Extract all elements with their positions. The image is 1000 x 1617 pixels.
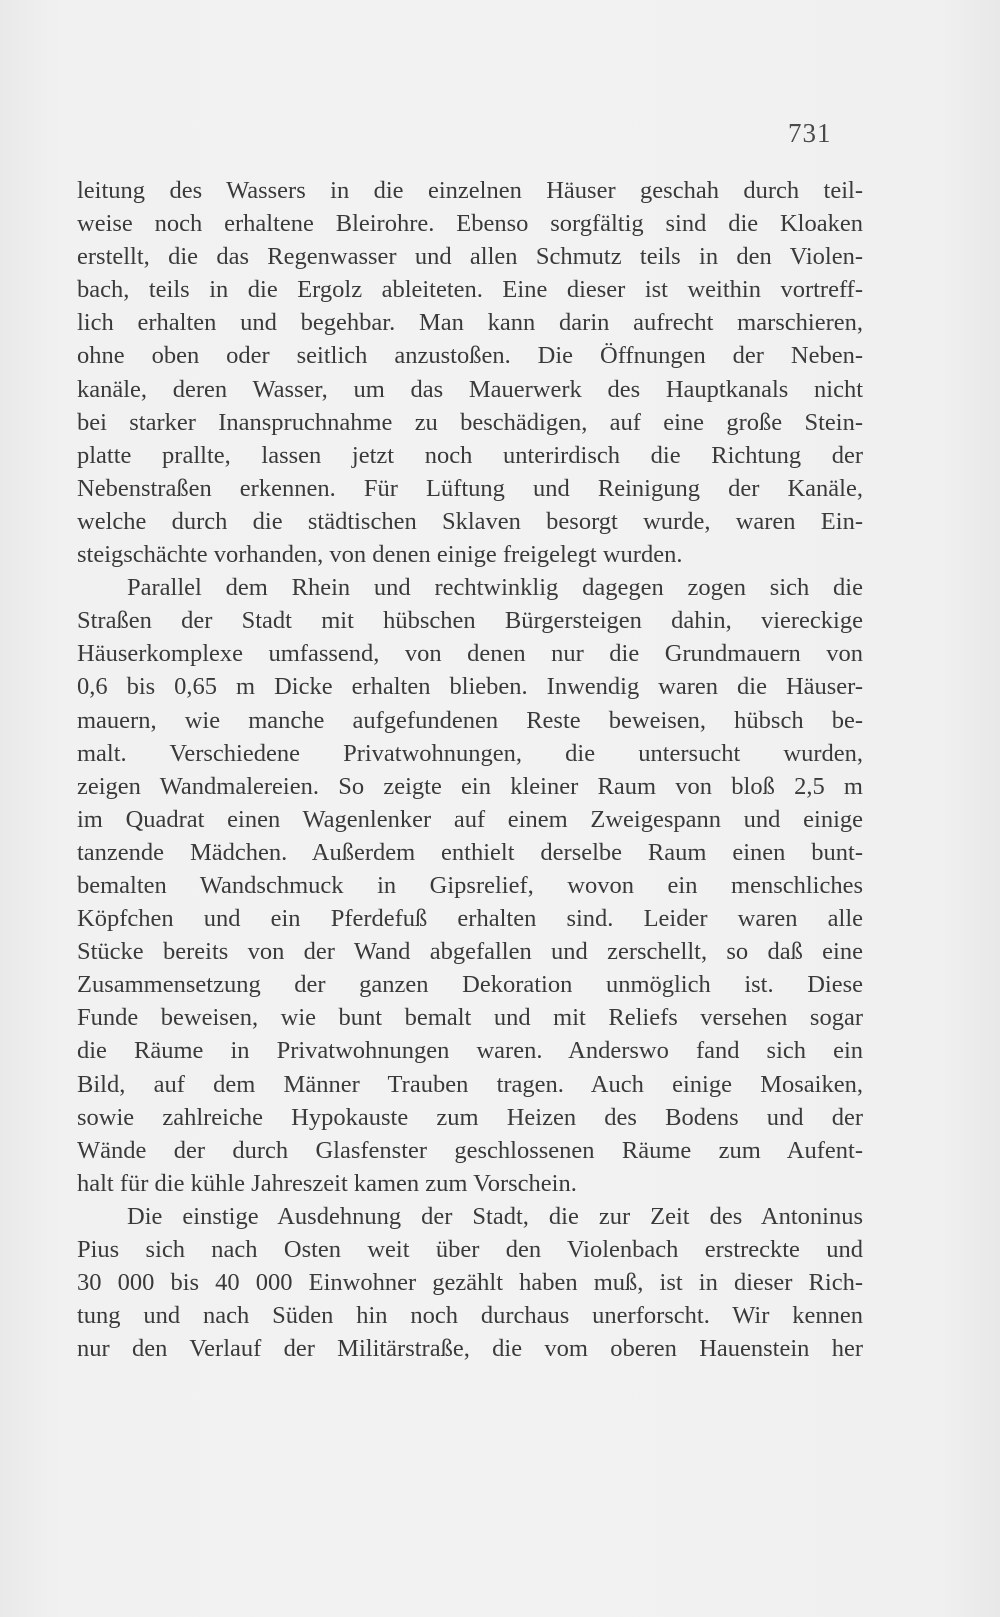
text-line: tanzende Mädchen. Außerdem enthielt derselbe Raum einen bunt- <box>77 838 863 866</box>
text-line: im Quadrat einen Wagenlenker auf einem Zweigespann und einige <box>77 805 863 833</box>
text-line: platte prallte, lassen jetzt noch unterirdisch die Richtung der <box>77 441 863 469</box>
text-line: ohne oben oder seitlich anzustoßen. Die Öffnungen der Neben- <box>77 342 863 370</box>
text-line: weise noch erhaltene Bleirohre. Ebenso sorgfältig sind die Kloaken <box>77 210 863 238</box>
text-line: Bild, auf dem Männer Trauben tragen. Auch einige Mosaiken, <box>77 1070 863 1098</box>
text-line: Nebenstraßen erkennen. Für Lüftung und Reinigung der Kanäle, <box>77 474 863 502</box>
text-line: Parallel dem Rhein und rechtwinklig dagegen zogen sich die <box>127 574 863 602</box>
text-line: erstellt, die das Regenwasser und allen Schmutz teils in den Violen- <box>77 243 863 271</box>
text-line: 30 000 bis 40 000 Einwohner gezählt haben muß, ist in dieser Rich- <box>77 1269 863 1297</box>
text-line: steigschächte vorhanden, von denen einige freigelegt wurden. <box>77 541 683 569</box>
text-line: Stücke bereits von der Wand abgefallen und zerschellt, so daß eine <box>77 938 863 966</box>
text-line: Straßen der Stadt mit hübschen Bürgersteigen dahin, viereckige <box>77 607 863 635</box>
text-line: Zusammensetzung der ganzen Dekoration unmöglich ist. Diese <box>77 971 863 999</box>
text-line: welche durch die städtischen Sklaven besorgt wurde, waren Ein- <box>77 507 863 535</box>
text-line: bei starker Inanspruchnahme zu beschädigen, auf eine große Stein- <box>77 408 863 436</box>
text-line: leitung des Wassers in die einzelnen Häuser geschah durch teil- <box>77 177 863 204</box>
text-line: halt für die kühle Jahreszeit kamen zum Vorschein. <box>77 1169 577 1197</box>
text-line: bach, teils in die Ergolz ableiteten. Eine dieser ist weithin vortreff- <box>77 276 863 304</box>
text-line: Wände der durch Glasfenster geschlossenen Räume zum Aufent- <box>77 1136 863 1164</box>
text-line: Die einstige Ausdehnung der Stadt, die zur Zeit des Antoninus <box>127 1202 863 1230</box>
text-line: zeigen Wandmalereien. So zeigte ein kleiner Raum von bloß 2,5 m <box>77 772 863 800</box>
text-line: tung und nach Süden hin noch durchaus unerforscht. Wir kennen <box>77 1302 863 1330</box>
text-line: Häuserkomplexe umfassend, von denen nur die Grundmauern von <box>77 640 863 668</box>
text-line: malt. Verschiedene Privatwohnungen, die untersucht wurden, <box>77 739 863 767</box>
text-line: Köpfchen und ein Pferdefuß erhalten sind. Leider waren alle <box>77 905 863 933</box>
text-line: Funde beweisen, wie bunt bemalt und mit Reliefs versehen sogar <box>77 1004 863 1032</box>
text-line: Pius sich nach Osten weit über den Violenbach erstreckte und <box>77 1236 863 1263</box>
text-line: mauern, wie manche aufgefundenen Reste beweisen, hübsch be- <box>77 706 863 734</box>
text-line: 0,6 bis 0,65 m Dicke erhalten blieben. Inwendig waren die Häuser- <box>77 673 863 701</box>
text-line: bemalten Wandschmuck in Gipsrelief, wovon ein menschliches <box>77 871 863 899</box>
text-line: kanäle, deren Wasser, um das Mauerwerk des Hauptkanals nicht <box>77 375 863 403</box>
text-line: sowie zahlreiche Hypokauste zum Heizen des Bodens und der <box>77 1103 863 1131</box>
text-line: die Räume in Privatwohnungen waren. Anderswo fand sich ein <box>77 1037 863 1065</box>
text-line: lich erhalten und begehbar. Man kann darin aufrecht marschieren, <box>77 309 863 337</box>
page-number: 731 <box>788 118 832 148</box>
text-line: nur den Verlauf der Militärstraße, die vom oberen Hauenstein her <box>77 1335 863 1363</box>
body-text <box>77 174 863 1365</box>
